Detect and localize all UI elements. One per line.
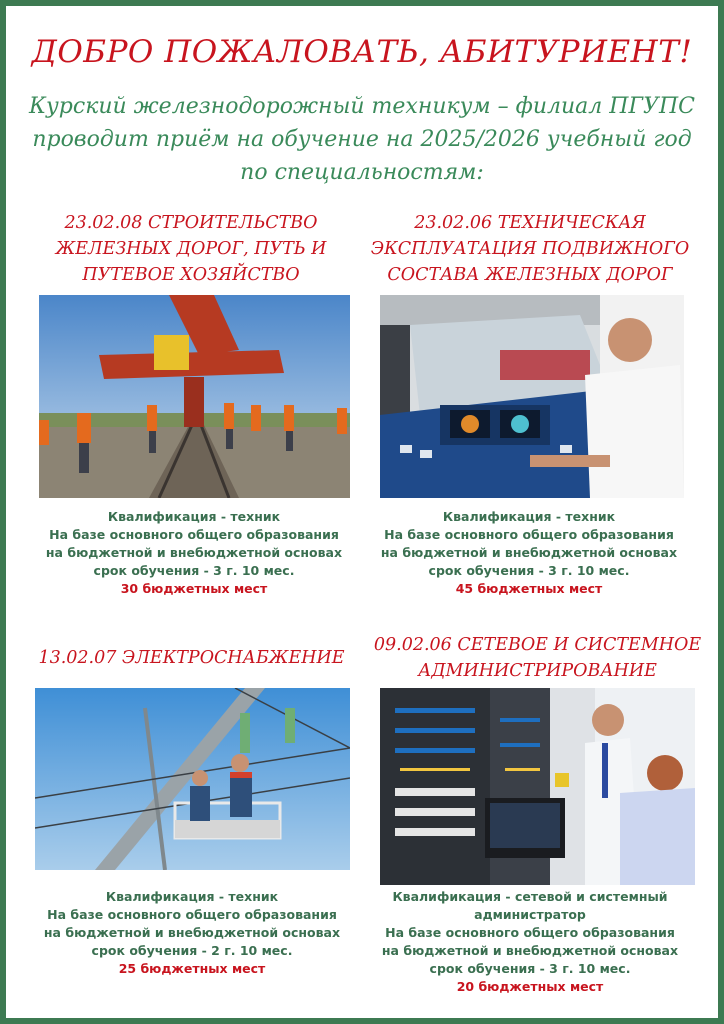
specialty-title-construction [30,210,352,288]
info-line: На базе основного общего образования [384,527,674,542]
specialty-title-line: 13.02.07 ЭЛЕКТРОСНАБЖЕНИЕ [38,648,345,668]
specialty-title-network-admin [365,632,710,684]
track-construction-photo [39,295,350,498]
specialty-title-line: 09.02.06 СЕТЕВОЕ И СИСТЕМНОЕ [373,635,702,655]
budget-places: 45 бюджетных мест [455,581,603,596]
server-room-photo [380,688,695,885]
specialty-title-line: СОСТАВА ЖЕЛЕЗНЫХ ДОРОГ [387,265,673,285]
specialty-info-power-supply [22,888,362,978]
intro-line: проводит приём на обучение на 2025/2026 учебный год [32,127,692,152]
budget-places: 30 бюджетных мест [120,581,268,596]
specialty-title-line: 23.02.08 СТРОИТЕЛЬСТВО [64,213,318,233]
info-line: На базе основного общего образования [47,907,337,922]
specialty-title-line: ПУТЕВОЕ ХОЗЯЙСТВО [82,265,300,285]
info-line: Квалификация - сетевой и системный [392,889,668,904]
info-line: На базе основного общего образования [49,527,339,542]
info-line: на бюджетной и внебюджетной основах [45,545,343,560]
info-line: На базе основного общего образования [385,925,675,940]
info-line: на бюджетной и внебюджетной основах [380,545,678,560]
info-line: срок обучения - 3 г. 10 мес. [93,563,295,578]
info-line: срок обучения - 3 г. 10 мес. [428,563,630,578]
budget-places: 20 бюджетных мест [456,979,604,994]
specialty-info-construction [30,508,358,598]
power-line-workers-photo [35,688,350,870]
locomotive-cab-photo [380,295,684,498]
budget-places: 25 бюджетных мест [118,961,266,976]
specialty-info-rolling-stock [365,508,693,598]
specialty-title-line: АДМИНИСТРИРОВАНИЕ [418,661,657,681]
intro-line: Курский железнодорожный техникум – филиал ПГУПС [29,94,695,119]
intro-line: по специальностям: [240,160,484,185]
specialty-title-line: ЭКСПЛУАТАЦИЯ ПОДВИЖНОГО [370,239,690,259]
info-line: Квалификация - техник [442,509,616,524]
page-title: ДОБРО ПОЖАЛОВАТЬ, АБИТУРИЕНТ! [31,34,693,70]
info-line: на бюджетной и внебюджетной основах [381,943,679,958]
specialty-title-line: 23.02.06 ТЕХНИЧЕСКАЯ [414,213,646,233]
info-line: срок обучения - 2 г. 10 мес. [91,943,293,958]
specialty-title-rolling-stock [365,210,695,288]
specialty-title-power-supply [24,645,359,671]
specialty-title-line: ЖЕЛЕЗНЫХ ДОРОГ, ПУТЬ И [55,239,327,259]
info-line: Квалификация - техник [105,889,279,904]
info-line: администратор [474,907,586,922]
info-line: срок обучения - 3 г. 10 мес. [429,961,631,976]
specialty-info-network-admin [365,888,695,996]
info-line: на бюджетной и внебюджетной основах [43,925,341,940]
college-intro [0,90,724,189]
info-line: Квалификация - техник [107,509,281,524]
